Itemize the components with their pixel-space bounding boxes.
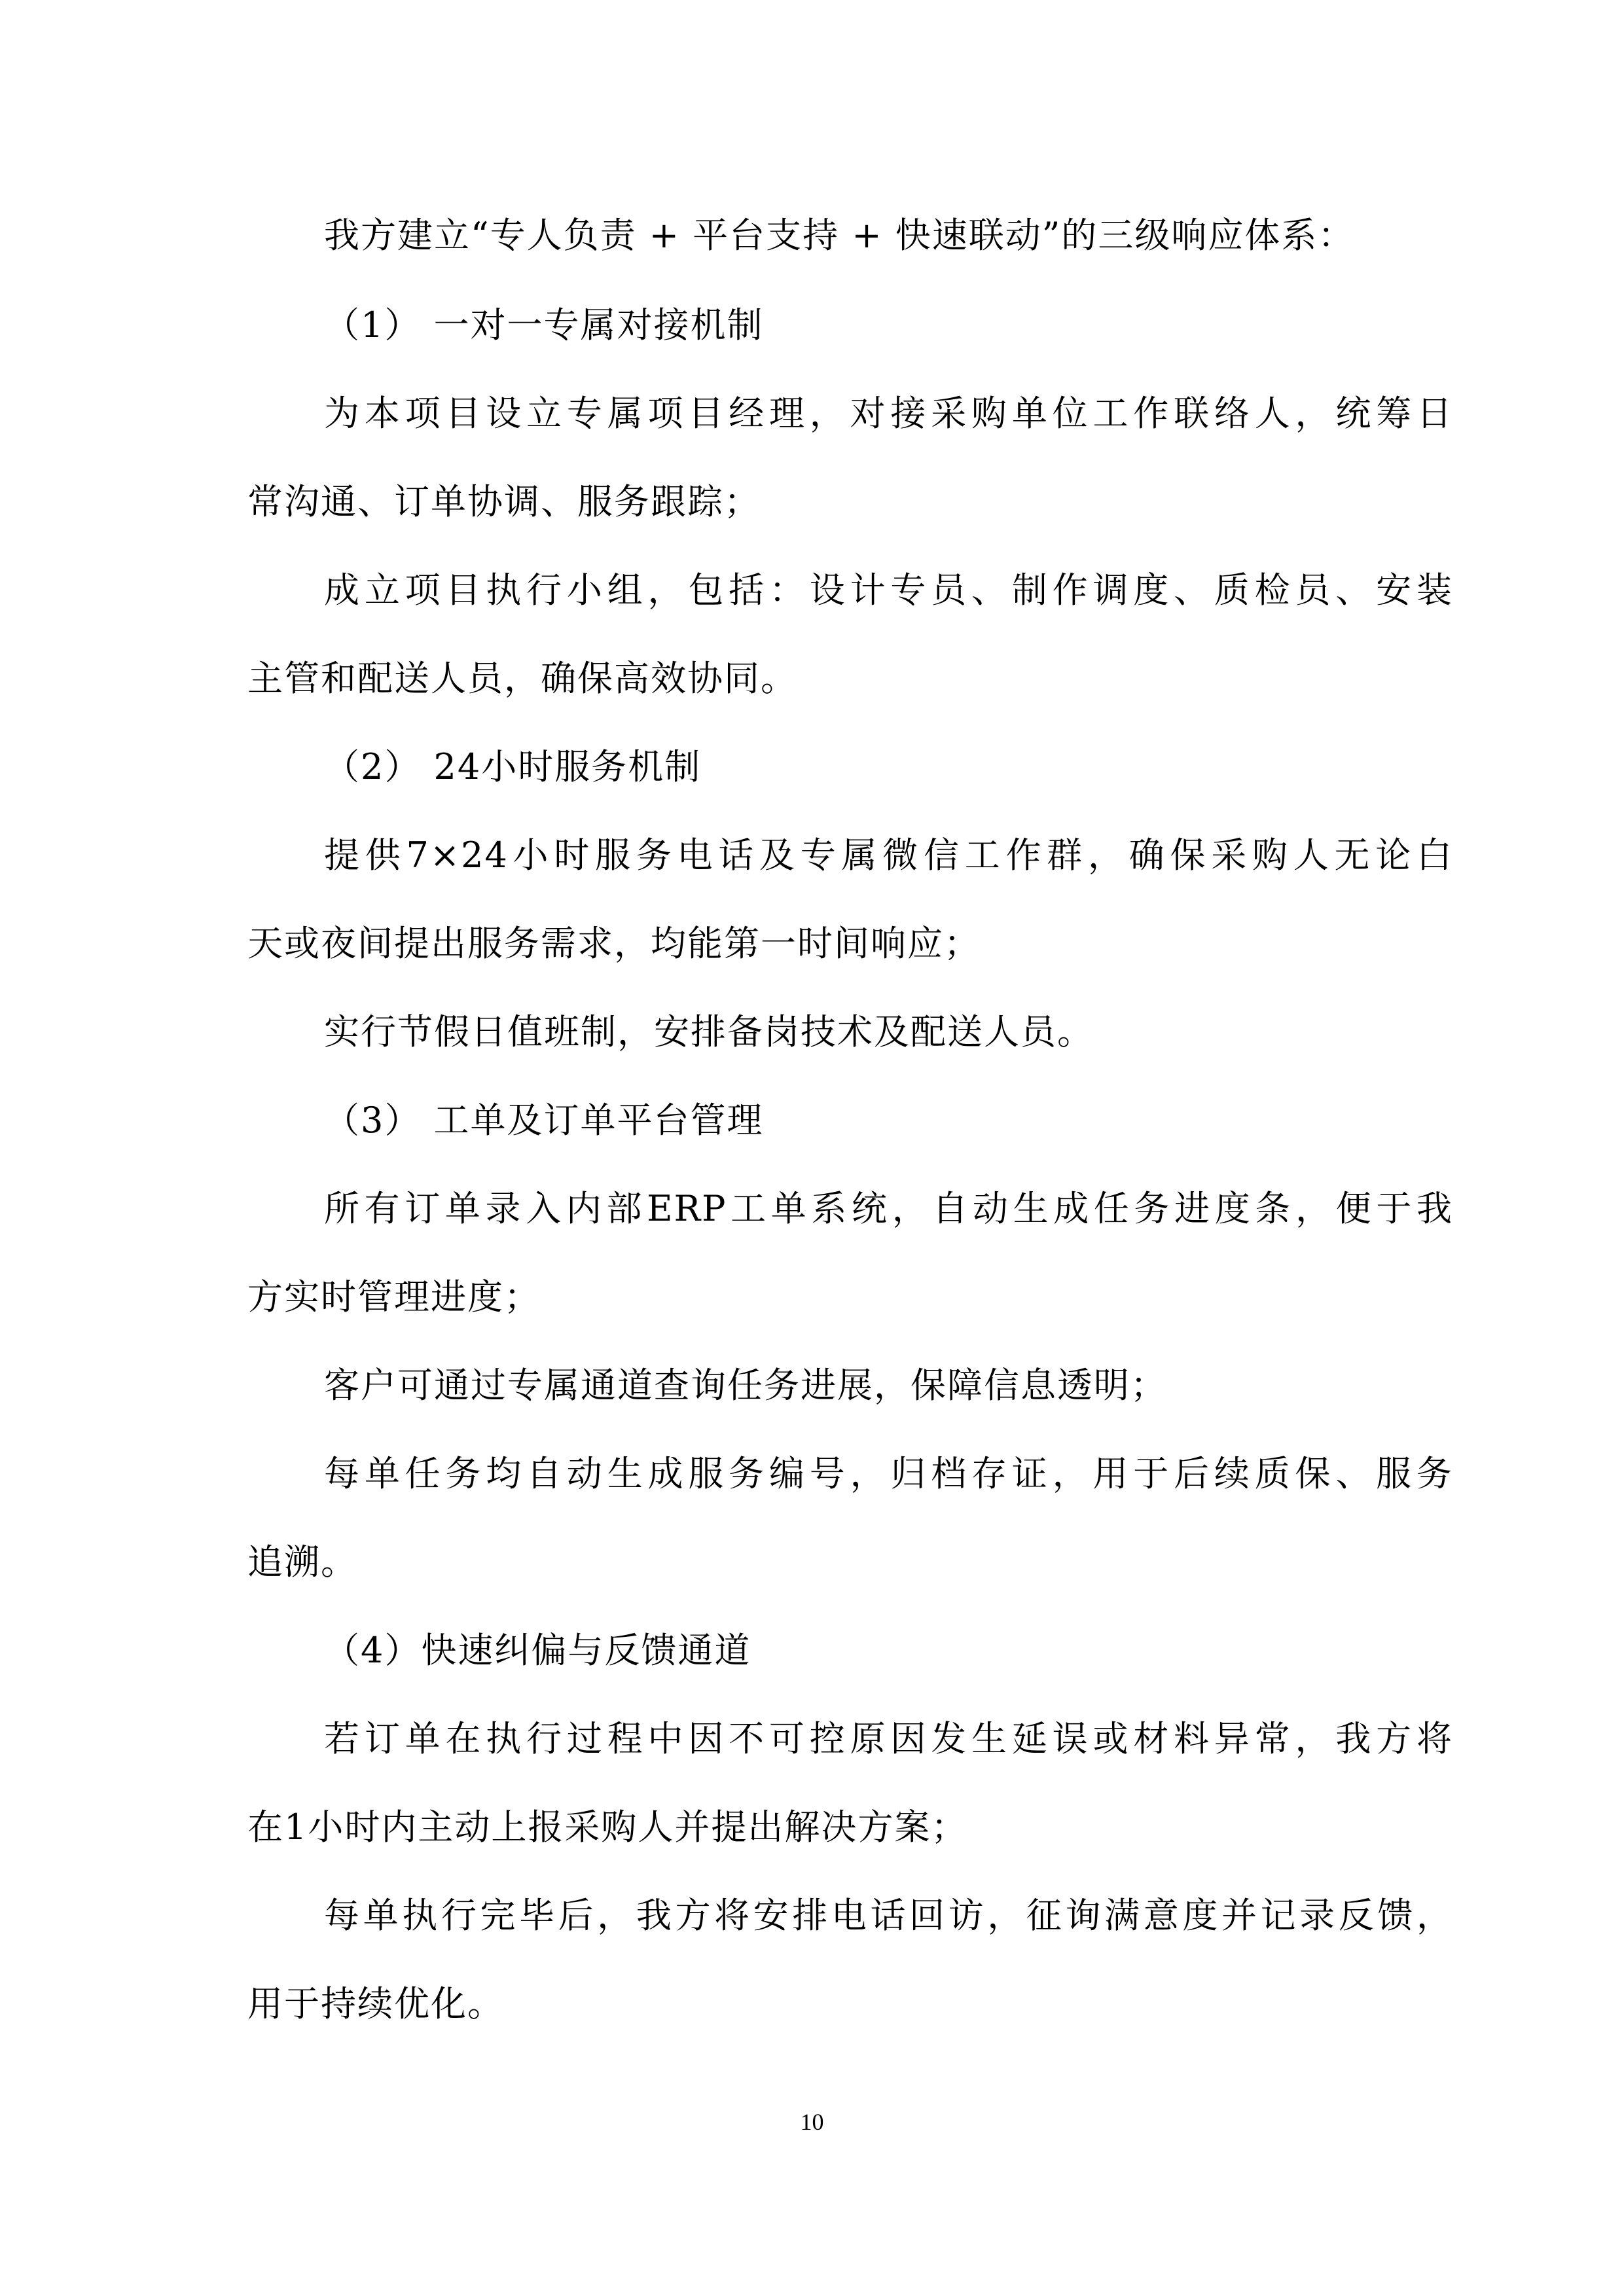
section-heading-2: （2） 24小时服务机制 <box>324 746 702 787</box>
section-heading-3: （3） 工单及订单平台管理 <box>324 1100 764 1141</box>
paragraph-line: 每单执行完毕后，我方将安排电话回访，征询满意度并记录反馈， <box>324 1895 1453 1936</box>
paragraph-line: 实行节假日值班制，安排备岗技术及配送人员。 <box>324 1011 1094 1052</box>
paragraph-line: 追溯。 <box>247 1541 357 1583</box>
paragraph-line: 用于持续优化。 <box>247 1983 504 2024</box>
paragraph-line: 成立项目执行小组，包括：设计专员、制作调度、质检员、安装 <box>324 569 1453 611</box>
paragraph-line: 常沟通、订单协调、服务跟踪； <box>247 481 761 522</box>
section-heading-4: （4）快速纠偏与反馈通道 <box>324 1630 751 1671</box>
intro-paragraph: 我方建立“专人负责 + 平台支持 + 快速联动”的三级响应体系： <box>324 215 1355 256</box>
section-heading-1: （1） 一对一专属对接机制 <box>324 304 764 346</box>
paragraph-line: 提供7×24小时服务电话及专属微信工作群，确保采购人无论白 <box>324 834 1453 876</box>
paragraph-line: 客户可通过专属通道查询任务进展，保障信息透明； <box>324 1365 1167 1406</box>
paragraph-line: 天或夜间提出服务需求，均能第一时间响应； <box>247 923 981 964</box>
paragraph-line: 为本项目设立专属项目经理，对接采购单位工作联络人，统筹日 <box>324 393 1453 434</box>
paragraph-line: 方实时管理进度； <box>247 1276 541 1318</box>
paragraph-line: 主管和配送人员，确保高效协同。 <box>247 658 797 699</box>
paragraph-line: 所有订单录入内部ERP工单系统，自动生成任务进度条，便于我 <box>324 1188 1453 1229</box>
paragraph-line: 若订单在执行过程中因不可控原因发生延误或材料异常，我方将 <box>324 1718 1453 1759</box>
page-number: 10 <box>800 2109 824 2135</box>
paragraph-line: 每单任务均自动生成服务编号，归档存证，用于后续质保、服务 <box>324 1453 1453 1494</box>
paragraph-line: 在1小时内主动上报采购人并提出解决方案； <box>247 1806 968 1848</box>
